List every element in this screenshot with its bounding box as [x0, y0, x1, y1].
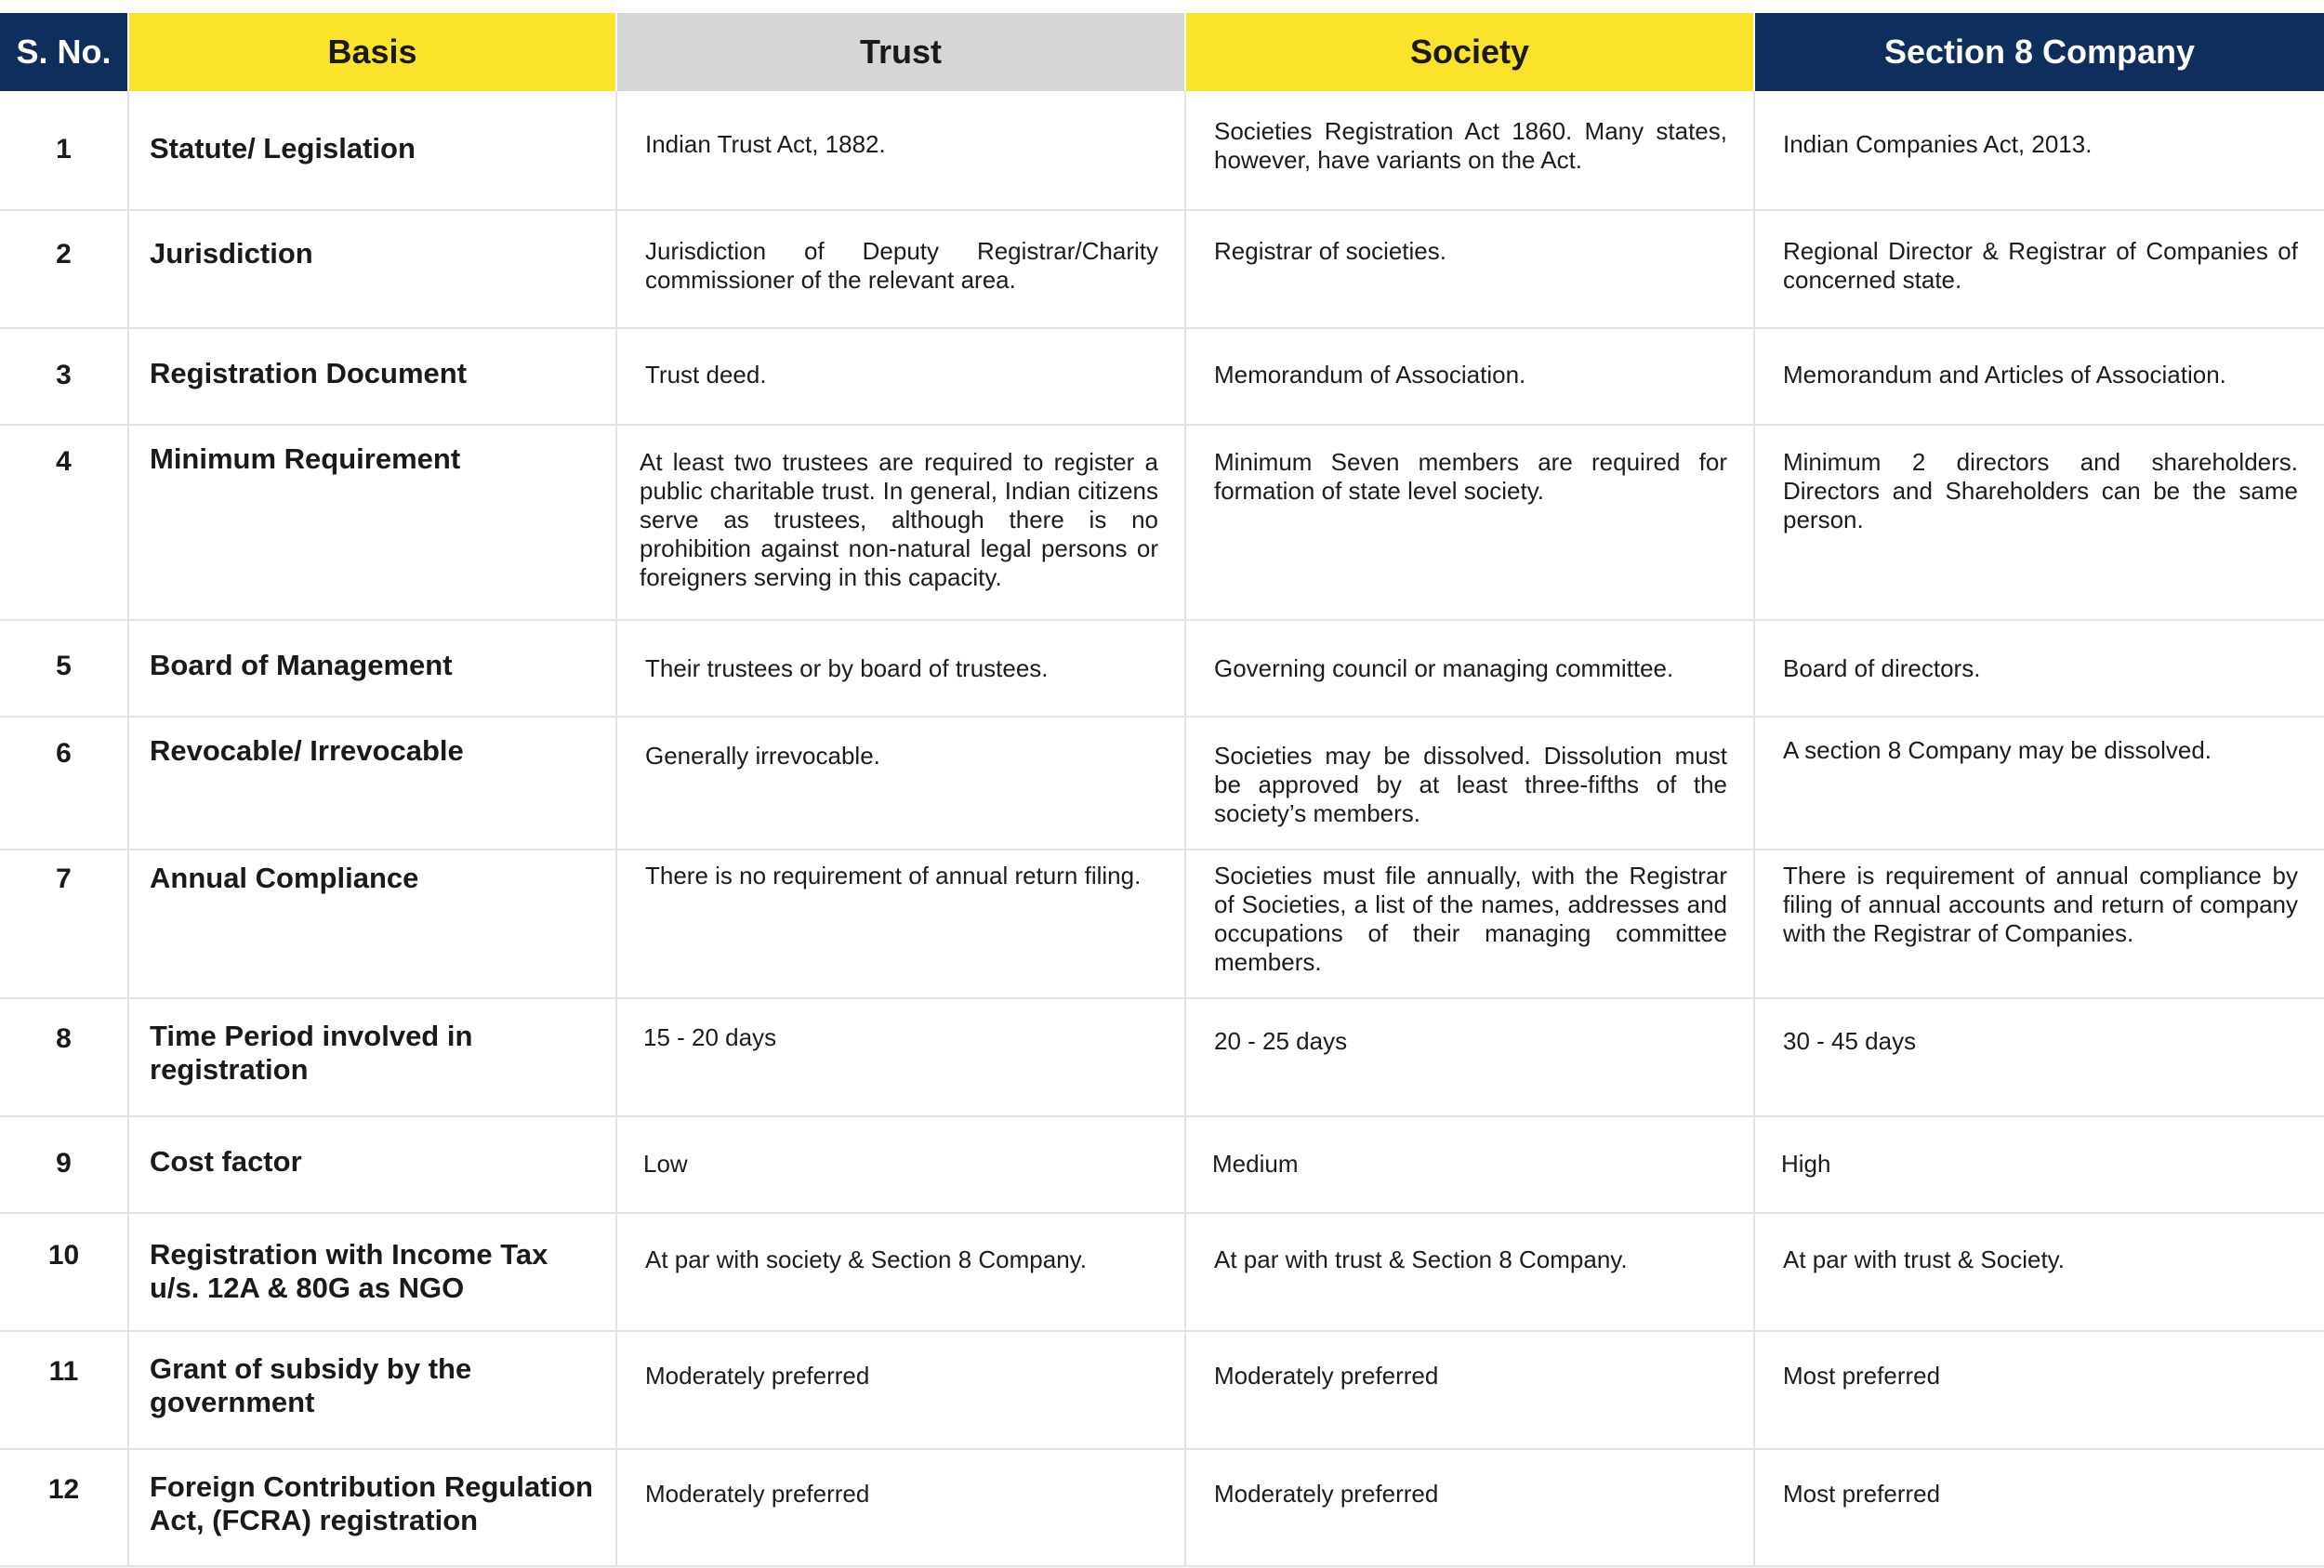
- row-section8: Memorandum and Articles of Association.: [1754, 328, 2324, 425]
- header-trust: Trust: [616, 13, 1185, 91]
- table-row: [0, 1449, 2324, 1566]
- table-row: [0, 328, 2324, 425]
- row-section8: There is requirement of annual compliance by filing of annual accounts and return of company with the Registrar of Companies.: [1754, 850, 2324, 998]
- row-number: 5: [0, 620, 128, 717]
- row-basis: Registration with Income Tax u/s. 12A & 80G as NGO: [128, 1213, 616, 1331]
- table-row: [0, 425, 2324, 620]
- row-basis: Board of Management: [128, 620, 616, 717]
- row-basis: Grant of subsidy by the government: [128, 1331, 616, 1449]
- header-society: Society: [1185, 13, 1754, 91]
- row-trust: There is no requirement of annual return filing.: [616, 850, 1185, 998]
- row-section8: 30 - 45 days: [1754, 998, 2324, 1116]
- header-sno: S. No.: [0, 13, 128, 91]
- row-trust: At least two trustees are required to register a public charitable trust. In general, Indian citizens serve as trustees, although there is no prohibition against non-natural legal persons or foreigners serving in this capacity.: [616, 425, 1185, 620]
- row-basis: Jurisdiction: [128, 210, 616, 328]
- row-number: 2: [0, 210, 128, 328]
- table-row: [0, 717, 2324, 850]
- row-number: 10: [0, 1213, 128, 1331]
- row-society: Minimum Seven members are required for formation of state level society.: [1185, 425, 1754, 620]
- row-number: 4: [0, 425, 128, 620]
- table-header: [0, 13, 2324, 91]
- row-society: At par with trust & Section 8 Company.: [1185, 1213, 1754, 1331]
- comparison-table: [0, 13, 2324, 1567]
- row-trust: Indian Trust Act, 1882.: [616, 91, 1185, 210]
- row-trust: Jurisdiction of Deputy Registrar/Charity commissioner of the relevant area.: [616, 210, 1185, 328]
- row-section8: Board of directors.: [1754, 620, 2324, 717]
- table-row: [0, 998, 2324, 1116]
- row-trust: 15 - 20 days: [616, 998, 1185, 1116]
- table-row: [0, 850, 2324, 998]
- row-society: Moderately preferred: [1185, 1331, 1754, 1449]
- header-section8: Section 8 Company: [1754, 13, 2324, 91]
- row-society: Societies may be dissolved. Dissolution must be approved by at least three-fifths of the society’s members.: [1185, 717, 1754, 850]
- row-section8: Minimum 2 directors and shareholders. Directors and Shareholders can be the same person.: [1754, 425, 2324, 620]
- row-trust: At par with society & Section 8 Company.: [616, 1213, 1185, 1331]
- row-society: Registrar of societies.: [1185, 210, 1754, 328]
- row-basis: Time Period involved in registration: [128, 998, 616, 1116]
- row-basis: Minimum Requirement: [128, 425, 616, 620]
- row-trust: Trust deed.: [616, 328, 1185, 425]
- row-number: 11: [0, 1331, 128, 1449]
- header-row: [0, 13, 2324, 91]
- row-trust: Moderately preferred: [616, 1449, 1185, 1566]
- row-section8: At par with trust & Society.: [1754, 1213, 2324, 1331]
- row-trust: Their trustees or by board of trustees.: [616, 620, 1185, 717]
- table-row: [0, 210, 2324, 328]
- table-row: [0, 1331, 2324, 1449]
- row-society: Moderately preferred: [1185, 1449, 1754, 1566]
- row-basis: Foreign Contribution Regulation Act, (FCRA) registration: [128, 1449, 616, 1566]
- row-section8: A section 8 Company may be dissolved.: [1754, 717, 2324, 850]
- row-society: 20 - 25 days: [1185, 998, 1754, 1116]
- row-number: 12: [0, 1449, 128, 1566]
- row-number: 7: [0, 850, 128, 998]
- row-basis: Registration Document: [128, 328, 616, 425]
- row-society: Memorandum of Association.: [1185, 328, 1754, 425]
- row-section8: Regional Director & Registrar of Companies of concerned state.: [1754, 210, 2324, 328]
- row-number: 9: [0, 1116, 128, 1213]
- row-number: 3: [0, 328, 128, 425]
- header-basis: Basis: [128, 13, 616, 91]
- row-society: Governing council or managing committee.: [1185, 620, 1754, 717]
- row-basis: Statute/ Legislation: [128, 91, 616, 210]
- row-society: Societies Registration Act 1860. Many states, however, have variants on the Act.: [1185, 91, 1754, 210]
- row-trust: Low: [616, 1116, 1185, 1213]
- row-society: Medium: [1185, 1116, 1754, 1213]
- table-body: [0, 91, 2324, 1566]
- row-basis: Annual Compliance: [128, 850, 616, 998]
- table-row: [0, 1213, 2324, 1331]
- table-row: [0, 620, 2324, 717]
- row-number: 8: [0, 998, 128, 1116]
- row-basis: Cost factor: [128, 1116, 616, 1213]
- row-basis: Revocable/ Irrevocable: [128, 717, 616, 850]
- row-number: 6: [0, 717, 128, 850]
- row-society: Societies must file annually, with the Registrar of Societies, a list of the names, addresses and occupations of their managing committee members.: [1185, 850, 1754, 998]
- table-row: [0, 91, 2324, 210]
- row-number: 1: [0, 91, 128, 210]
- row-trust: Generally irrevocable.: [616, 717, 1185, 850]
- row-section8: Most preferred: [1754, 1449, 2324, 1566]
- row-section8: High: [1754, 1116, 2324, 1213]
- row-trust: Moderately preferred: [616, 1331, 1185, 1449]
- row-section8: Most preferred: [1754, 1331, 2324, 1449]
- row-section8: Indian Companies Act, 2013.: [1754, 91, 2324, 210]
- table-row: [0, 1116, 2324, 1213]
